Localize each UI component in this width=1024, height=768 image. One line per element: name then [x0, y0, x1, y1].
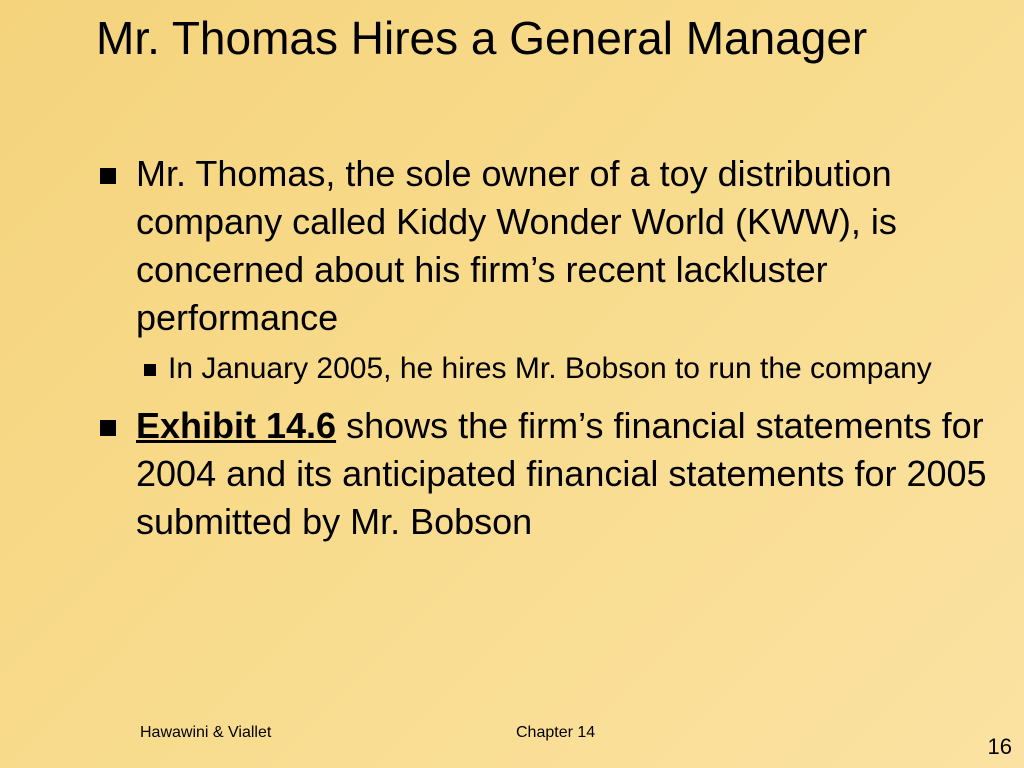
slide-number: 16 — [987, 734, 1012, 759]
exhibit-link[interactable]: Exhibit 14.6 — [136, 405, 337, 446]
bullet-text: Mr. Thomas, the sole owner of a toy distribution company called Kiddy Wonder World (KWW), is concerned about his firm’s recent lackluster performance — [136, 153, 897, 338]
slide-body — [96, 150, 996, 554]
bullet-item — [96, 402, 996, 546]
bullet-text: shows the firm’s financial statements for 2004 and its anticipated financial statements for 2005 submitted by Mr. Bobson — [136, 405, 987, 542]
footer-chapter: Chapter 14 — [516, 724, 596, 741]
square-bullet-icon — [100, 420, 116, 436]
square-bullet-icon — [144, 364, 156, 376]
footer-authors: Hawawini & Viallet — [140, 724, 272, 741]
slide-title: Mr. Thomas Hires a General Manager — [96, 12, 868, 64]
sub-bullet-text: In January 2005, he hires Mr. Bobson to run the company — [168, 352, 932, 385]
square-bullet-icon — [100, 168, 116, 184]
bullet-item — [96, 150, 996, 342]
sub-bullet-item — [140, 350, 996, 388]
